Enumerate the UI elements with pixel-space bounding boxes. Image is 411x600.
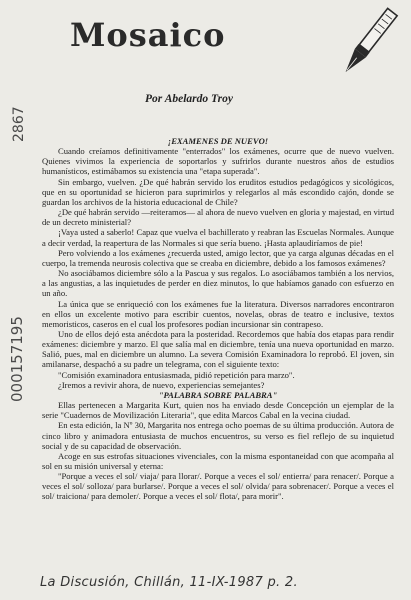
- article-body: [42, 135, 394, 502]
- paragraph: ¡Vaya usted a saberlo! Capaz que vuelva el bachillerato y reabran las Escuelas Normales. Aunque a decir verdad, la reapertura de las Normales si que sería bueno. ¡Hasta aplaudiríamos de pie!: [42, 227, 394, 248]
- handwritten-archive-code: 000157195: [8, 316, 26, 402]
- paragraph: Pero volviendo a los exámenes ¿recuerda usted, amigo lector, que ya carga algunas décadas en el cuerpo, la tremenda neurosis colectiva que se creaba en diciembre, debido a los famosos exámenes?: [42, 247, 394, 268]
- paragraph: No asociábamos diciembre sólo a la Pascua y sus regalos. Lo asociábamos también a los nervios, a las angustias, a las inquietudes de perder en diez minutos, lo que habíamos ganado con esfuerzo en un año.: [42, 268, 394, 299]
- paragraph: "Comisión examinadora entusiasmada, pidió repetición para marzo".: [58, 369, 295, 380]
- article-title: Mosaico: [70, 16, 226, 54]
- paragraph: Sin embargo, vuelven. ¿De qué habrán servido los eruditos estudios pedagógicos y sicológicos, que en su oportunidad se hicieron para suprimirlos y relegarlos al más escondido cajón, donde se guardan los archivos de la historia educacional de Chile?: [42, 176, 394, 207]
- paragraph: Acoge en sus estrofas situaciones vivenciales, con la misma espontaneidad con que acompaña al sol en su misión universal y eterna:: [42, 450, 394, 471]
- paragraph: "Porque a veces el sol/ viaja/ para llorar/. Porque a veces el sol/ entierra/ para renacer/. Porque a veces el sol/ solloza/ para burlarse/. Porque a veces el sol/ olvida/ para sobrenacer/. Porque a veces el sol/ traiciona/ para demoler/. Porque a veces el sol/ flota/, para morir".: [42, 471, 394, 502]
- handwritten-archive-number: 2867: [11, 106, 27, 142]
- paragraph: Ellas pertenecen a Margarita Kurt, quien nos ha enviado desde Concepción un ejemplar de la serie "Cuadernos de Movilización Literaria", que edita Marcos Cabal en la vecina ciudad.: [42, 400, 394, 421]
- paragraph: Uno de ellos dejó esta anécdota para la posteridad. Recordemos que había dos etapas para rendir exámenes: diciembre y marzo. El que salía mal en diciembre, tenía una nueva oportunidad en marzo. Salió, pues, mal en diciembre un alumno. La severa Comisión Examinadora lo reprobó. El joven, sin amilanarse, despachó a su padre un telegrama, con el siguiente texto:: [42, 328, 394, 370]
- paragraph: ¿Iremos a revivir ahora, de nuevo, experiencias semejantes?: [58, 379, 265, 390]
- section-heading: "PALABRA SOBRE PALABRA": [158, 389, 278, 400]
- section-heading: ¡EXAMENES DE NUEVO!: [167, 136, 269, 146]
- fountain-pen-icon: [338, 2, 400, 82]
- paragraph: ¿De qué habrán servido —reiteramos— al ahora de nuevo vuelven en gloria y majestad, en virtud de un decreto ministerial?: [42, 207, 394, 228]
- paragraph: La única que se enriqueció con los exámenes fue la literatura. Diversos narradores encontraron en ellos un excelente motivo para escribir cuentos, novelas, obras de teatro e inclusive, textos memoristicos, caseros en el cual los profesores podían incursionar sin contrapeso.: [42, 298, 394, 329]
- article-byline: Por Abelardo Troy: [145, 93, 233, 105]
- paragraph: En esta edición, la Nº 30, Margarita nos entrega ocho poemas de su última producción. Autora de cinco libro y animadora entusiasta de muchos encuentros, su verso es fiel reflejo de su inquietud social y de su capacidad de observación.: [42, 420, 394, 451]
- handwritten-source-note: La Discusión, Chillán, 11-IX-1987 p. 2.: [40, 575, 298, 590]
- paragraph: Cuando creíamos definitivamente "enterrados" los exámenes, ocurre que de nuevo vuelven. Quienes vivimos la experiencia de soportarlos y sufrirlos durante nuestros años de estudios humanísticos, estimábamos su existencia una "etapa superada".: [42, 146, 394, 177]
